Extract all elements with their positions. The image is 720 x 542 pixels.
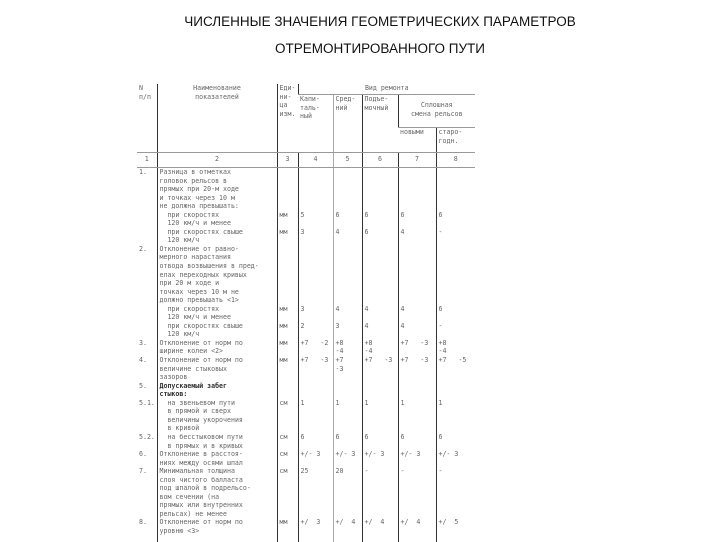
row-unit: см <box>277 433 298 450</box>
row-number: 8. <box>139 518 147 527</box>
row-value: +/- 3 <box>298 450 333 467</box>
column-number-5: 5 <box>333 153 362 168</box>
table-row <box>137 228 475 245</box>
row-value <box>362 168 398 211</box>
row-value: +7 -3 <box>398 356 436 382</box>
row-value: 4 <box>333 228 362 245</box>
row-value: +8 -4 <box>362 339 398 356</box>
table-row <box>137 518 475 535</box>
row-value: 2 <box>298 322 333 339</box>
row-unit: мм <box>277 228 298 245</box>
row-value: 4 <box>333 305 362 322</box>
row-value: 1 <box>333 399 362 433</box>
row-value: +8 -4 <box>333 339 362 356</box>
header-medium: Сред- ний <box>333 95 362 153</box>
row-parameter-name: Отклонение от норм по величине стыковых зазоров <box>157 356 277 382</box>
row-unit <box>277 382 298 399</box>
row-unit: см <box>277 467 298 518</box>
row-number: 6. <box>139 450 147 459</box>
row-number <box>137 322 157 339</box>
row-number: 7. <box>139 467 147 476</box>
row-value: +/ 4 <box>362 518 398 535</box>
row-value: 6 <box>362 433 398 450</box>
row-number: 3. <box>139 338 147 347</box>
row-value: +8 -4 <box>436 339 475 356</box>
row-unit: см <box>277 450 298 467</box>
row-value: - <box>362 467 398 518</box>
row-value: - <box>436 467 475 518</box>
row-value <box>333 245 362 305</box>
row-value: 6 <box>333 211 362 228</box>
row-number <box>137 228 157 245</box>
column-number-6: 6 <box>362 153 398 168</box>
row-value: - <box>436 322 475 339</box>
row-unit <box>277 245 298 305</box>
row-value: +7 -3 <box>398 339 436 356</box>
row-value <box>333 382 362 399</box>
row-number: 5. <box>139 381 147 390</box>
row-value <box>333 168 362 211</box>
header-unit: Еди- ни- ца изм. <box>277 84 298 153</box>
page-title-line-1: ЧИСЛЕННЫЕ ЗНАЧЕНИЯ ГЕОМЕТРИЧЕСКИХ ПАРАМЕТРОВ <box>184 14 576 29</box>
header-lifting: Подъе- мочный <box>362 95 398 153</box>
table-row <box>137 339 475 356</box>
row-value: +/- 3 <box>398 450 436 467</box>
row-value: 4 <box>362 305 398 322</box>
row-number: 5.1. <box>139 398 155 407</box>
row-value: 4 <box>398 305 436 322</box>
table-row <box>137 211 475 228</box>
row-value <box>436 245 475 305</box>
row-value: 6 <box>436 305 475 322</box>
column-number-2: 2 <box>157 153 277 168</box>
row-value: 4 <box>398 322 436 339</box>
row-value: 1 <box>436 399 475 433</box>
column-number-7: 7 <box>398 153 436 168</box>
row-unit: см <box>277 399 298 433</box>
column-number-8: 8 <box>436 153 475 168</box>
row-parameter-name: Отклонение в расстоя- ниях между осями шпал <box>157 450 277 467</box>
row-value: +/ 4 <box>398 518 436 535</box>
header-repair-type: Вид ремонта <box>298 84 475 95</box>
row-parameter-name: при скоростях 120 км/ч и менее <box>157 305 277 322</box>
row-value: - <box>398 467 436 518</box>
row-parameter-name: при скоростях свыше 120 км/ч <box>157 322 277 339</box>
row-parameter-name: Разница в отметках головок рельсов в прямых при 20-м ходе и точках через 10 м не должна превышать: <box>157 168 277 211</box>
row-value: 1 <box>362 399 398 433</box>
row-value: 6 <box>362 211 398 228</box>
table-row <box>137 399 475 433</box>
row-parameter-name: на бесстыковом пути в прямых и в кривых <box>157 433 277 450</box>
column-number-4: 4 <box>298 153 333 168</box>
row-value <box>362 245 398 305</box>
row-unit: мм <box>277 339 298 356</box>
row-unit: мм <box>277 211 298 228</box>
row-parameter-name: при скоростях свыше 120 км/ч <box>157 228 277 245</box>
table-row <box>137 245 475 305</box>
page-title-line-2: ОТРЕМОНТИРОВАННОГО ПУТИ <box>274 41 485 56</box>
row-value: 6 <box>436 433 475 450</box>
row-value <box>298 382 333 399</box>
row-value: 3 <box>333 322 362 339</box>
row-value <box>298 245 333 305</box>
row-number: 5.2. <box>139 432 155 441</box>
row-value <box>298 168 333 211</box>
row-parameter-name: Отклонение от норм по ширине колеи <2> <box>157 339 277 356</box>
row-value: +/- 3 <box>333 450 362 467</box>
row-number <box>137 305 157 322</box>
row-value: 6 <box>436 211 475 228</box>
table-row <box>137 467 475 518</box>
row-value: 1 <box>298 399 333 433</box>
column-number-3: 3 <box>277 153 298 168</box>
table-row <box>137 305 475 322</box>
row-value: 3 <box>298 305 333 322</box>
row-value <box>398 168 436 211</box>
row-value <box>398 382 436 399</box>
row-value: 20 <box>333 467 362 518</box>
row-unit: мм <box>277 356 298 382</box>
row-value: 1 <box>398 399 436 433</box>
column-number-1: 1 <box>137 153 157 168</box>
row-value: - <box>436 228 475 245</box>
header-rail-change: Сплошная смена рельсов <box>398 95 475 128</box>
row-number: 4. <box>139 356 147 365</box>
row-value: +7 -3 <box>362 356 398 382</box>
row-value: +7 -3 <box>333 356 362 382</box>
row-value: +7 -5 <box>436 356 475 382</box>
row-parameter-name: при скоростях 120 км/ч и менее <box>157 211 277 228</box>
row-parameter-name: Отклонение от равно- мерного нарастания отвода возвышения в пред- елах переходных кривых при 20 м ходе и точках через 10 м не должно превышать <1> <box>157 245 277 305</box>
row-parameter-name: на звеньевом пути в прямой и сверх величины укорочения в кривой <box>157 399 277 433</box>
row-parameter-name: Отклонение от норм по уровню <3> <box>157 518 277 535</box>
row-value <box>362 382 398 399</box>
row-value: +/- 3 <box>436 450 475 467</box>
table-row <box>137 450 475 467</box>
geometric-parameters-table <box>137 84 475 542</box>
row-value: 3 <box>298 228 333 245</box>
row-unit: мм <box>277 305 298 322</box>
row-value: +/ 4 <box>333 518 362 535</box>
table-row <box>137 168 475 211</box>
row-unit <box>277 168 298 211</box>
row-value: 6 <box>398 433 436 450</box>
header-capital: Капи- таль- ный <box>298 95 333 153</box>
row-parameter-name: Минимальная толщина слоя чистого балласта под шпалой в подрельсо- вом сечении (на прямых или внутренних рельсах) не менее <box>157 467 277 518</box>
row-value: 4 <box>398 228 436 245</box>
row-value: 25 <box>298 467 333 518</box>
row-value <box>398 245 436 305</box>
row-unit: мм <box>277 518 298 535</box>
row-value: +/- 3 <box>362 450 398 467</box>
table-row <box>137 382 475 399</box>
row-number: 2. <box>139 244 147 253</box>
header-name: Наименование показателей <box>157 84 277 153</box>
row-unit: мм <box>277 322 298 339</box>
header-new: новыми <box>398 128 436 153</box>
row-value: +/ 5 <box>436 518 475 535</box>
row-value <box>436 168 475 211</box>
row-value: 6 <box>362 228 398 245</box>
row-value: 6 <box>398 211 436 228</box>
row-number: 1. <box>139 168 147 176</box>
table-row <box>137 356 475 382</box>
header-no: N п/п <box>137 84 157 153</box>
row-number <box>137 211 157 228</box>
row-value: 5 <box>298 211 333 228</box>
row-value: +7 -3 <box>298 356 333 382</box>
row-value: 6 <box>333 433 362 450</box>
row-value: 4 <box>362 322 398 339</box>
row-value: +7 -2 <box>298 339 333 356</box>
row-value: 6 <box>298 433 333 450</box>
header-used: старо- годн. <box>436 128 475 153</box>
table-row <box>137 322 475 339</box>
row-value <box>436 382 475 399</box>
row-parameter-name: Допускаемый забег стыков: <box>157 382 277 399</box>
table-row <box>137 433 475 450</box>
row-value: +/ 3 <box>298 518 333 535</box>
